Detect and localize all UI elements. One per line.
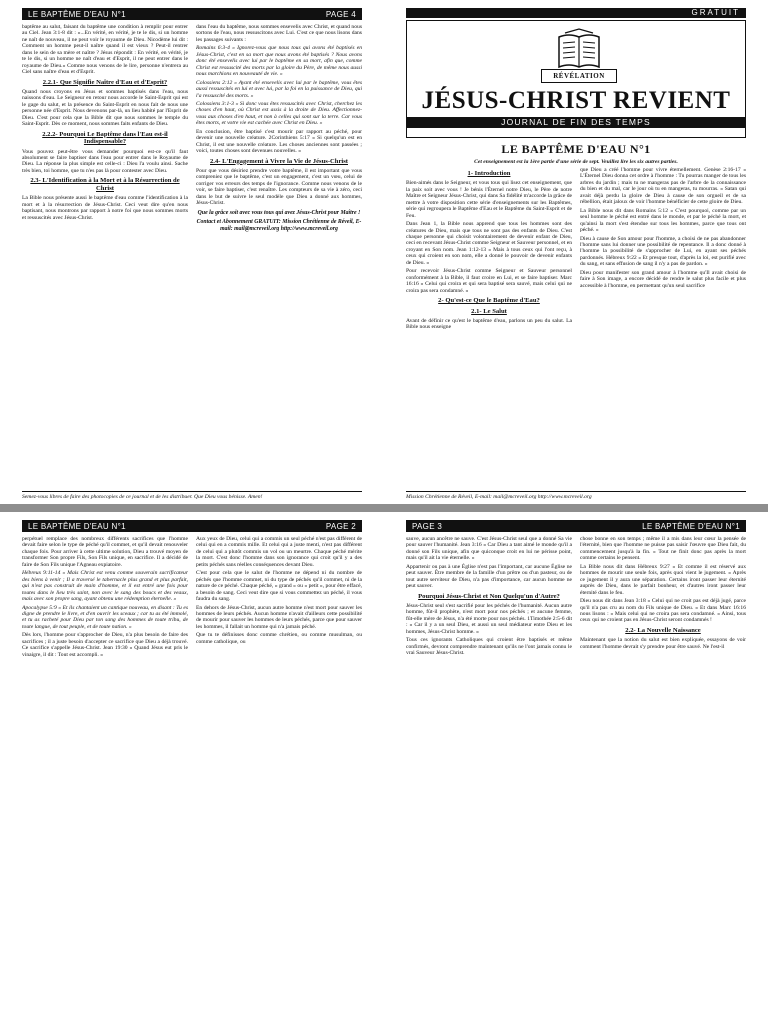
page-1 xyxy=(384,0,768,504)
journal-subtitle: JOURNAL DE FIN DES TEMPS xyxy=(407,117,745,128)
footer-note: Semez-vous libres de faire des photocopies de ce journal et de les distribuer. Que Dieu vous bénisse. Amen! xyxy=(22,494,263,500)
section-heading: 2- Qu'est-ce Que le Baptême d'Eau? xyxy=(438,297,540,305)
scripture-quote: Romains 6:3-4 « Ignorez-vous que nous tous qui avons été baptisés en Jésus-Christ, c'est en sa mort que nous avons été baptisés ? Nous avons donc été ensevelis avec lui par le baptême en sa mort, afin que, comme Christ est ressuscité des morts par la gloire du Père, de même nous aussi nous marchions en nouveauté de vie. » xyxy=(196,45,362,78)
blessing: Que la grâce soit avec vous tous qui avez Jésus-Christ pour Maître ! xyxy=(197,209,361,216)
paragraph: Dieu à cause de Son amour pour l'homme, a choisi de ne pas abandonner l'homme sans lui donner une possibilité de repentance. Il a donc donné à l'homme la possibilité de s'approcher de Lui, en ayant ses péchés pardonnés. Hébreux 9:22 « Et presque tout, d'après la loi, est purifié avec du sang, et sans effusion de sang il n'y a pas de pardon. » xyxy=(580,235,746,268)
column-right xyxy=(196,24,362,492)
paragraph: En conclusion, être baptisé c'est mourir par rapport au péché, pour devenir une nouvelle créature. 2Corinthiens 5:17 « Si quelqu'un est en Christ, il est une nouvelle créature. Les choses anciennes sont passées ; voici, toutes choses sont devenues nouvelles. » xyxy=(196,128,362,155)
column-left xyxy=(22,24,188,492)
paragraph: que Dieu a créé l'homme pour vivre éternellement. Genèse 2:16-17 « L'Éternel Dieu donna cet ordre à l'homme : Tu pourras manger de tous les arbres du jardin ; mais tu ne mangeras pas de l'arbre de la connaissance du bien et du mal, car le jour où tu en mangeras, tu mourras. » Satan qui avait déjà perdu la gloire de Dieu à cause de son orgueil et de sa rébellion, était jaloux de voir l'homme bénéficier de cette gloire de Dieu. xyxy=(580,167,746,206)
paragraph: Dans Jean 1, la Bible nous apprend que tous les hommes sont des créatures de Dieu, mais que tous ne sont pas des enfants de Dieu. C'est chaque personne qui choisit volontairement de devenir enfant de Dieu, ceci en recevant Jésus-Christ comme Seigneur et Sauveur personnel, et en croyant en Son nom. Jean 1:12-13 « Mais à tous ceux qui l'ont reçu, à ceux qui croient en son nom, elle a donné le pouvoir de devenir enfants de Dieu. » xyxy=(406,221,572,266)
column-left xyxy=(406,536,572,1004)
section-heading: 2.2.1- Que Signifie Naître d'Eau et d'Esprit? xyxy=(42,78,168,86)
paragraph: Aux yeux de Dieu, celui qui a commis un seul péché n'est pas différent de celui qui en a commis mille. Et celui qui a juste menti, n'est pas différent de celui qui a plutôt commis un vol ou un meurtre. Chaque péché mérite la mort. C'est donc l'homme dans son ignorance qui croit qu'il y a des petits péchés sans réelles conséquences devant Dieu. xyxy=(196,536,362,568)
page-number: PAGE 3 xyxy=(412,521,443,531)
revelation-label: RÉVÉLATION xyxy=(541,69,617,83)
column-left xyxy=(22,536,188,1004)
page-header xyxy=(22,8,362,20)
paragraph: Que tu te définisses donc comme chrétien, ou comme musulman, ou comme catholique, ou xyxy=(196,632,362,645)
paragraph: Dieu pour manifester son grand amour à l'homme qu'Il avait choisi de faire à Son image, a encore décidé de rendre le salut plus facile et plus accessible à l'homme, en permettant qu'un seul sacrifice xyxy=(580,269,746,289)
scripture-quote: Apocalypse 5:9 « Et ils chantaient un cantique nouveau, en disant : Tu es digne de prendre le livre, et d'en ouvrir les sceaux ; car tu as été immolé, et tu as racheté pour Dieu par ton sang des hommes de toute tribu, de toute langue, de tout peuple, et de toute nation. » xyxy=(22,604,188,630)
article-title: LE BAPTÊME D'EAU N°1 xyxy=(501,142,651,156)
paragraph: sauve, aucun ancêtre ne sauve. C'est Jésus-Christ seul que a donné Sa vie pour sauver l'humanité. Jean 3:16 « Car Dieu a tant aimé le monde qu'il a donné son Fils unique, afin que quiconque croit en lui ne périsse point, mais qu'il ait la vie éternelle. » xyxy=(406,536,572,562)
page-columns xyxy=(406,536,746,1004)
page-header xyxy=(406,520,746,532)
column-left xyxy=(406,167,572,485)
footer-rule xyxy=(22,491,362,492)
gratuit-banner: GRATUIT xyxy=(406,8,746,18)
page-number: PAGE 4 xyxy=(325,9,356,19)
paragraph: La Bible nous dit dans Romains 5:12 « C'est pourquoi, comme par un seul homme le péché est entré dans le monde, et par le péché la mort, et qu'ainsi la mort s'est étendue sur tous les hommes, parce que tous ont péché. » xyxy=(580,207,746,234)
page-4 xyxy=(0,0,384,504)
section-heading: 2.3- L'Identification à la Mort et à la Résurrection de Christ xyxy=(30,177,180,192)
paragraph: Jésus-Christ seul s'est sacrifié pour les péchés de l'humanité. Aucun autre homme, fût-il prophète, n'est mort pour nos péchés ; et aucune femme, fût-elle mère de Jésus, n'a été morte pour nos péchés. 1Timothée 2:5-6 dit : « Car il y a un seul Dieu, et aussi un seul médiateur entre Dieu et les hommes, Jésus-Christ homme. » xyxy=(406,603,572,635)
journal-title: JÉSUS-CHRIST REVIENT xyxy=(421,87,731,114)
section-heading: Pourquoi Jésus-Christ et Non Quelqu'un d'Autre? xyxy=(418,592,560,600)
series-note: Cet enseignement est la 1ère partie d'une série de sept. Veuillez lire les six autres parties. xyxy=(474,159,678,165)
page-columns xyxy=(406,167,746,485)
column-right xyxy=(580,167,746,485)
paragraph: dans l'eau du baptême, nous sommes ensevelis avec Christ, et quand nous sortons de l'eau, nous ressuscitons avec Lui. C'est ce que nous lisons dans les passages suivants : xyxy=(196,24,362,43)
paragraph: Tous ces ignorants Catholiques qui croient être baptisés et même confirmés, devront comprendre maintenant qu'ils ne l'ont jamais connu le vrai Sauveur Jésus-Christ. xyxy=(406,637,572,657)
paragraph: C'est pour cela que le salut de l'homme ne dépend ni du nombre de péchés que l'homme commet, ni du type de péchés qu'il commet, ni de la nature de ce péché. Chaque péché, « grand » ou « petit », pour être effacé, a besoin de sang. Ceci veut dire que si vous commettez un péché, il vous faudra du sang. xyxy=(196,570,362,603)
scripture-quote: Colossiens 3:1-3 « Si donc vous êtes ressuscités avec Christ, cherchez les choses d'en haut, où Christ est assis à la droite de Dieu. Affectionnez-vous aux choses d'en haut, et non à celles qui sont sur la terre. Car vous êtes morts, et votre vie est cachée avec Christ en Dieu. » xyxy=(196,100,362,127)
column-right xyxy=(196,536,362,1004)
footer-rule xyxy=(406,491,746,492)
scripture-quote: Hébreux 9:11-14 « Mais Christ est venu comme souverain sacrificateur des biens à venir ; Il a traversé le tabernacle plus grand et plus parfait, qui n'est pas construit de main d'homme, et il est entré une fois pour toutes dans le lieu très saint, non avec le sang des boucs et des veaux, mais avec son propre sang, ayant obtenu une rédemption éternelle. » xyxy=(22,570,188,603)
header-title: LE BAPTÊME D'EAU N°1 xyxy=(642,521,740,531)
paragraph: Dès lors, l'homme pour s'approcher de Dieu, n'a plus besoin de faire des sacrifices ; il a juste besoin d'accepter ce sacrifice que Dieu a déjà trouvé. Ce sacrifice s'appelle Jésus-Christ. Jean 19:30 « Quand Jésus eut pris le vinaigre, il dit : Tout est accompli. » xyxy=(22,632,188,658)
open-book-icon xyxy=(555,27,603,73)
section-heading: 2.1- Le Salut xyxy=(471,307,507,315)
paragraph: Maintenant que la notion du salut est bien expliquée, essayons de voir comment l'homme devrait s'y prendre pour être sauvé. Ne l'est-il xyxy=(580,637,746,650)
paragraph: Quand nous croyons en Jésus et sommes baptisés dans l'eau, nous naissons d'eau. Le Seigneur en retour nous accorde le Saint-Esprit qui est le gage du salut, et la présence du Saint-Esprit en nous fait de nous une personne née d'Esprit. Nous devenons par-là, un lieu habité par l'Esprit de Dieu. C'est pour cela que la Bible dit que nous sommes le temple du Saint-Esprit. Dès ce moment, nous sommes faits enfants de Dieu. xyxy=(22,89,188,128)
page-columns xyxy=(22,536,362,1004)
column-right xyxy=(580,536,746,1004)
paragraph: perpétuel remplace des nombreux différents sacrifices que l'homme devait faire selon le type de péché qu'il commet, et qu'il devait renouveler chaque fois. Pour arriver à cette ultime solution, Dieu a trouvé moyen de transformer Son propre Fils, Son Fils unique, en sacrifice. Il a décidé de faire de Son Fils unique l'Agneau expiatoire. xyxy=(22,536,188,568)
paragraph: Bien-aimés dans le Seigneur, et vous tous qui lisez cet enseignement, que la paix soit avec vous ! Je bénis l'Éternel notre Dieu, le Père de notre Maître et Seigneur Jésus-Christ, qui dans Sa fidélité m'accorde la grâce de mettre à votre disposition cette série d'enseignements sur les Baptêmes, série qui regroupera le Baptême d'Eau et le Baptême du Saint-Esprit et de Feu. xyxy=(406,180,572,219)
paragraph: chose bonne en son temps ; même il a mis dans leur cœur la pensée de l'éternité, bien que l'homme ne puisse pas saisir l'œuvre que Dieu fait, du commencement jusqu'à la fin. » Tout ne finit donc pas après la mort comme certains le pensent. xyxy=(580,536,746,562)
paragraph: La Bible nous dit dans Hébreux 9:27 « Et comme il est réservé aux hommes de mourir une seule fois, après quoi vient le jugement. » Après ce jugement il y aura une séparation. Certains iront passer leur éternité auprès de Dieu, dans le parfait bonheur, et d'autres iront passer leur éternité dans le feu. xyxy=(580,563,746,596)
page-2 xyxy=(0,512,384,1024)
section-heading: 1- Introduction xyxy=(467,170,511,177)
section-heading: 2.2- La Nouvelle Naissance xyxy=(625,626,701,634)
paragraph: En dehors de Jésus-Christ, aucun autre homme n'est mort pour sauver les hommes de leurs péchés. Aucun homme n'avait d'ailleurs cette possibilité de mourir pour sauver les hommes de leurs péchés, parce que pour sauver les hommes, il fallait un homme qui n'a jamais péché. xyxy=(196,604,362,630)
paragraph: La Bible nous présente aussi le baptême d'eau comme l'identification à la mort et à la résurrection de Jésus-Christ. Ceci veut dire qu'en nous baptisant, nous montrons par rapport à notre foi que nous sommes morts et ressuscités avec Jésus-Christ. xyxy=(22,195,188,221)
paragraph: baptême au salut, faisant du baptême une condition à remplir pour entrer au Ciel. Jean 3:1-8 dit : «...En vérité, en vérité, je te le dis, si un homme ne naît de nouveau, il ne peut voir le royaume de Dieu. Nicodème lui dit : Comment un homme peut-il naître quand il est vieux ? Peut-il rentrer dans le sein de sa mère et naître ? Jésus répondit : En vérité, en vérité, je te le dis, si un homme ne naît d'eau et d'Esprit, il ne peut entrer dans le royaume de Dieu.» Comme nous venons de le lire, personne n'entrera au Ciel sans naître d'eau et d'Esprit. xyxy=(22,24,188,76)
paragraph: Vous pouvez peut-être vous demander pourquoi est-ce qu'il faut absolument se faire baptiser dans l'eau pour entrer dans le Royaume de Dieu. La réponse la plus simple est celle-ci : Dieu l'a voulu ainsi. Sache très bien, toi homme, que tu n'es pas là pour contester avec Dieu. xyxy=(22,148,188,174)
section-heading: 2.2.2- Pourquoi Le Baptême dans l'Eau est-il Indispensable? xyxy=(42,130,168,146)
paragraph: Pour que vous désiriez prendre votre baptême, il est important que vous compreniez que le baptême, c'est un engagement, c'est un vœu, celui de corriger vos erreurs des temps de l'ignorance. Comme nous venons de le voir, se faire baptiser, c'est renaître. Les compteurs de sa vie à zéro, ceci dans le but de suivre le seul modèle que Dieu a donné aux hommes, Jésus-Christ. xyxy=(196,168,362,207)
paragraph: Pour recevoir Jésus-Christ comme Seigneur et Sauveur personnel conformément à la Bible, il faut croire en Lui, et se faire baptiser. Marc 16:16 « Celui qui croira et qui sera baptisé sera sauvé, mais celui qui ne croira pas sera condamné. » xyxy=(406,268,572,294)
header-title: LE BAPTÊME D'EAU N°1 xyxy=(28,9,126,19)
contact-block: Contact et Abonnement GRATUIT: Mission Chrétienne de Réveil, E-mail: mail@mcreveil.org http://www.mcreveil.org xyxy=(196,219,362,232)
paragraph: Dieu nous dit dans Jean 3:18 « Celui qui ne croit pas est déjà jugé, parce qu'il n'a pas cru au nom du Fils unique de Dieu. » Et dans Marc 16:16 nous lisons : « Mais celui qui ne croira pas sera condamné. » Ainsi, tous ceux qui ne croient pas en Jésus-Christ seront condamnés ! xyxy=(580,598,746,624)
paragraph: Appartenir ou pas à une Église n'est pas l'important, car aucune Église ne peut sauver. Être membre de la famille d'un prêtre ou d'un pasteur, ou de tout autre serviteur de Dieu, n'a pas d'importance, car aucun homme ne peut sauver. xyxy=(406,563,572,590)
scripture-quote: Colossiens 2:12 « Ayant été ensevelis avec lui par le baptême, vous êtes aussi ressuscités en lui et avec lui, par la foi en la puissance de Dieu, qui l'a ressuscité des morts. » xyxy=(196,79,362,99)
masthead xyxy=(406,20,746,138)
page-columns xyxy=(22,24,362,492)
paragraph: Avant de définir ce qu'est le baptême d'eau, parlons un peu du salut. La Bible nous enseigne xyxy=(406,317,572,331)
page-number: PAGE 2 xyxy=(325,521,356,531)
page-3 xyxy=(384,512,768,1024)
header-title: LE BAPTÊME D'EAU N°1 xyxy=(28,521,126,531)
section-heading: 2.4- L'Engagement à Vivre la Vie de Jésus-Christ xyxy=(210,157,348,165)
footer-contact: Mission Chrétienne de Réveil, E-mail: mail@mcreveil.org http://www.mcreveil.org xyxy=(406,494,592,500)
page-header xyxy=(22,520,362,532)
